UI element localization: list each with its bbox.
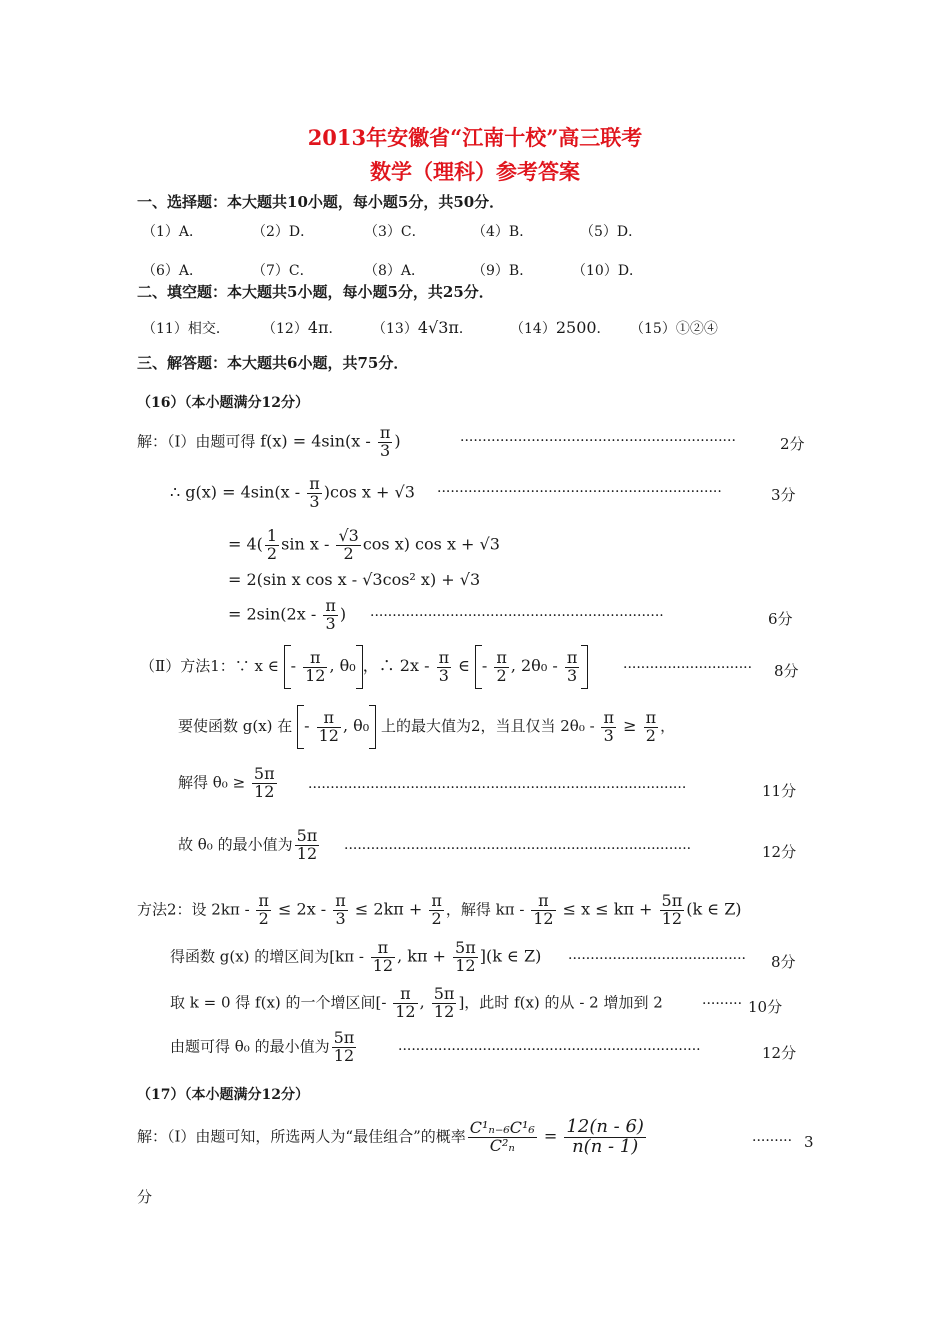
document-title: 2013年安徽省“江南十校”高三联考 [307,125,643,150]
mc-answer: （10）D． [572,263,644,279]
section-solution-heading: 三、解答题：本大题共6小题，共75分． [137,354,409,372]
score: 3分 [771,486,796,504]
score: 12分 [762,843,797,861]
q16-method1: （Ⅱ）方法1：∵ x ∈ - $\frac{\pi}{12}$ , θ₀ ，∴ 2x - $\frac{\pi}{3}$ ∈ - $\frac{\pi}{2}$ , 2θ₀ - $\frac{\pi}{3}$ [140,645,588,689]
mc-answer: （9）B． [472,263,534,279]
q17-heading: （17）（本小题满分12分） [137,1087,309,1103]
score: 12分 [762,1044,797,1062]
q16-method2-interval: 得函数 g(x) 的增区间为[kπ - $\frac{\pi}{12}$ , kπ + $\frac{5\pi}{12}$ ](k ∈ Z) [170,938,542,975]
q16-line3: = 4( $\frac{1}{2}$ sin x - $\frac{√3}{2}$ cos x) cos x + √3 [228,526,500,563]
score: 10分 [748,998,783,1016]
section-fill-heading: 二、填空题：本大题共5小题，每小题5分，共25分． [137,283,494,301]
score-unit: 分 [137,1188,153,1206]
q16-line5: = 2sin(2x - $\frac{\pi}{3}$ ) [228,596,347,633]
score: 2分 [780,435,805,453]
fill-answer-13: （13）4√3π． [372,318,473,337]
score: 8分 [771,953,796,971]
score-dots: ········································ [568,951,747,967]
q16-method2-min: 由题可得 θ₀ 的最小值为 $\frac{5\pi}{12}$ [170,1028,355,1065]
score: 8分 [774,662,799,680]
score-dots: ·············································································· [344,841,692,857]
fill-answer-15: （15）①②④ [630,321,718,337]
fill-answer-12: （12）4π． [262,318,343,337]
score-dots: ································································ [437,484,722,500]
mc-answer: （4）B． [472,224,534,240]
score-dots: ····················································································· [308,780,687,796]
score-dots: ········· [702,996,743,1012]
score-dots: ········· [752,1133,793,1149]
q16-method1-min: 故 θ₀ 的最小值为 $\frac{5\pi}{12}$ [178,826,318,863]
mc-answer: （7）C． [252,263,314,279]
score-dots: ·································································· [370,608,664,624]
mc-answer: （3）C． [364,224,426,240]
score-dots: ····························· [623,660,753,676]
score: 6分 [768,610,793,628]
score: 3 [804,1133,814,1151]
q16-method2-k0: 取 k = 0 得 f(x) 的一个增区间[- $\frac{\pi}{12}$ , $\frac{5\pi}{12}$ ]，此时 f(x) 的从 - 2 增加到 2 [170,984,663,1021]
mc-answer: （2）D． [252,224,315,240]
q16-heading: （16）（本小题满分12分） [137,395,309,411]
score-dots: ······························································ [460,433,736,449]
q17-line1: 解：（Ⅰ）由题可知，所选两人为“最佳组合”的概率 $\frac{\text{C¹ₙ₋₆C¹₆}}{\text{C²ₙ}}$ = $\frac{12(n - 6)}{n(n - 1)}$ [137,1116,644,1157]
mc-answer: （8）A． [364,263,426,279]
q16-method2: 方法2：设 2kπ - $\frac{\pi}{2}$ ≤ 2x - $\frac{\pi}{3}$ ≤ 2kπ + $\frac{\pi}{2}$ ，解得 kπ - $\frac{\pi}{12}$ ≤ x ≤ kπ + $\frac{5\pi}{12}$ (k ∈ Z) [137,891,742,928]
section-choice-heading: 一、选择题：本大题共10小题，每小题5分，共50分． [137,193,505,211]
document-subtitle: 数学（理科）参考答案 [370,159,580,184]
q16-line4: = 2(sin x cos x - √3cos² x) + √3 [228,570,481,589]
fill-answer-14: （14）2500． [510,318,611,337]
q16-method1-cond: 要使函数 g(x) 在 - $\frac{\pi}{12}$ , θ₀ 上的最大值为2，当且仅当 2θ₀ - $\frac{\pi}{3}$ ≥ $\frac{\pi}{2}$ ， [178,705,675,749]
q16-line2: ∴ g(x) = 4sin(x - $\frac{\pi}{3}$ )cos x + √3 [170,474,415,511]
q16-method1-solve: 解得 θ₀ ≥ $\frac{5\pi}{12}$ [178,764,275,801]
q16-line1: 解：（Ⅰ）由题可得 f(x) = 4sin(x - $\frac{\pi}{3}$ ) [137,423,401,460]
mc-answer: （5）D． [580,224,643,240]
mc-answer: （6）A． [142,263,204,279]
fill-answer-11: （11）相交． [142,321,230,337]
mc-answer: （1）A． [142,224,204,240]
score-dots: ···································································· [398,1042,701,1058]
score: 11分 [762,782,797,800]
